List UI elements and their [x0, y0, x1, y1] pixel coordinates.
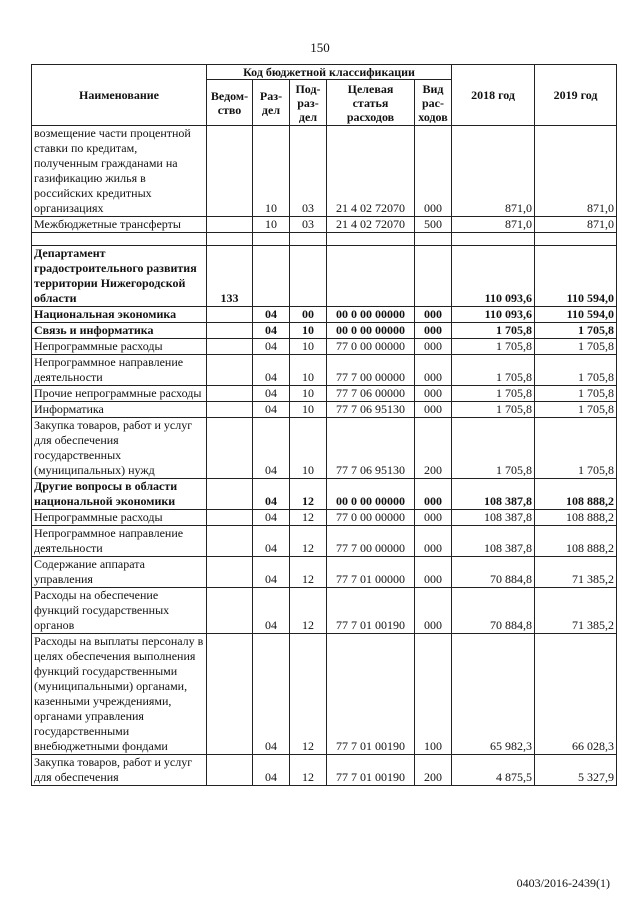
cell-razdel: 04: [253, 418, 290, 479]
cell-vedomstvo: [207, 307, 253, 323]
cell-razdel: 04: [253, 479, 290, 510]
table-row: [32, 307, 617, 323]
cell-razdel: 04: [253, 510, 290, 526]
cell-2018: 871,0: [452, 217, 535, 233]
cell-2019: 1 705,8: [535, 402, 617, 418]
cell-celevaya-statya: 77 7 01 00190: [327, 634, 415, 755]
table-row: [32, 418, 617, 479]
cell-podrazdel: 12: [290, 634, 327, 755]
cell-2018: 108 387,8: [452, 526, 535, 557]
cell-podrazdel: 03: [290, 217, 327, 233]
cell-2019: 1 705,8: [535, 386, 617, 402]
header-vid-rashodov: Вид рас-ходов: [415, 80, 452, 126]
cell-celevaya-statya: 00 0 00 00000: [327, 479, 415, 510]
cell-razdel: 10: [253, 126, 290, 217]
cell-2018: 108 387,8: [452, 510, 535, 526]
header-year-2018: 2018 год: [452, 65, 535, 126]
cell-vedomstvo: [207, 634, 253, 755]
cell-vedomstvo: [207, 355, 253, 386]
cell-vedomstvo: [207, 588, 253, 634]
cell-celevaya-statya: [327, 233, 415, 246]
table-row: [32, 386, 617, 402]
cell-vedomstvo: [207, 479, 253, 510]
cell-razdel: [253, 233, 290, 246]
cell-podrazdel: 10: [290, 418, 327, 479]
cell-2019: 108 888,2: [535, 526, 617, 557]
cell-podrazdel: 10: [290, 402, 327, 418]
cell-2019: 1 705,8: [535, 355, 617, 386]
cell-podrazdel: 03: [290, 126, 327, 217]
cell-celevaya-statya: 00 0 00 00000: [327, 323, 415, 339]
cell-2019: 108 888,2: [535, 479, 617, 510]
table-row: [32, 355, 617, 386]
cell-2018: 1 705,8: [452, 355, 535, 386]
cell-vid-rashodov: 200: [415, 418, 452, 479]
cell-2019: 871,0: [535, 217, 617, 233]
header-celevaya-statya: Целевая статья расходов: [327, 80, 415, 126]
cell-2018: 70 884,8: [452, 588, 535, 634]
cell-celevaya-statya: 77 7 06 95130: [327, 402, 415, 418]
header-year-2019: 2019 год: [535, 65, 617, 126]
header-budget-code-group: Код бюджетной классификации: [207, 65, 452, 80]
cell-2019: 71 385,2: [535, 557, 617, 588]
cell-2018: 1 705,8: [452, 339, 535, 355]
cell-2018: 108 387,8: [452, 479, 535, 510]
cell-celevaya-statya: [327, 246, 415, 307]
cell-name: [32, 233, 207, 246]
cell-celevaya-statya: 77 7 00 00000: [327, 355, 415, 386]
cell-2018: 871,0: [452, 126, 535, 217]
table-body: [32, 126, 617, 786]
header-podrazdel: Под-раз-дел: [290, 80, 327, 126]
cell-podrazdel: 12: [290, 557, 327, 588]
cell-vid-rashodov: 000: [415, 588, 452, 634]
cell-celevaya-statya: 21 4 02 72070: [327, 217, 415, 233]
cell-name: Другие вопросы в области национальной экономики: [32, 479, 207, 510]
table-row: [32, 402, 617, 418]
cell-celevaya-statya: 21 4 02 72070: [327, 126, 415, 217]
table-row: [32, 217, 617, 233]
cell-name: Связь и информатика: [32, 323, 207, 339]
cell-celevaya-statya: 77 0 00 00000: [327, 339, 415, 355]
cell-vedomstvo: [207, 217, 253, 233]
table-row: [32, 323, 617, 339]
header-vedomstvo: Ведом-ство: [207, 80, 253, 126]
cell-vedomstvo: [207, 386, 253, 402]
cell-vid-rashodov: 000: [415, 323, 452, 339]
cell-celevaya-statya: 77 7 00 00000: [327, 526, 415, 557]
cell-razdel: 04: [253, 634, 290, 755]
document-code: 0403/2016-2439(1): [516, 876, 610, 890]
cell-podrazdel: 12: [290, 526, 327, 557]
cell-vid-rashodov: 100: [415, 634, 452, 755]
cell-razdel: 04: [253, 323, 290, 339]
cell-2019: 1 705,8: [535, 418, 617, 479]
cell-vid-rashodov: [415, 246, 452, 307]
cell-razdel: 10: [253, 217, 290, 233]
cell-vid-rashodov: 200: [415, 755, 452, 786]
cell-razdel: 04: [253, 557, 290, 588]
cell-vedomstvo: [207, 233, 253, 246]
cell-2018: 70 884,8: [452, 557, 535, 588]
cell-razdel: 04: [253, 355, 290, 386]
cell-name: Содержание аппарата управления: [32, 557, 207, 588]
cell-vid-rashodov: 000: [415, 307, 452, 323]
cell-2019: 110 594,0: [535, 307, 617, 323]
cell-2019: 5 327,9: [535, 755, 617, 786]
cell-name: Закупка товаров, работ и услуг для обеспечения: [32, 755, 207, 786]
cell-vid-rashodov: 000: [415, 126, 452, 217]
cell-razdel: 04: [253, 307, 290, 323]
cell-podrazdel: 12: [290, 755, 327, 786]
cell-vedomstvo: [207, 323, 253, 339]
cell-vedomstvo: [207, 557, 253, 588]
cell-vid-rashodov: 000: [415, 479, 452, 510]
cell-vedomstvo: [207, 526, 253, 557]
cell-name: Расходы на выплаты персоналу в целях обеспечения выполнения функций государственными (муниципальными) органами, казенными учреждениями, органами управления государственными внебюджетными фондами: [32, 634, 207, 755]
cell-2018: 1 705,8: [452, 418, 535, 479]
table-row: [32, 755, 617, 786]
cell-2018: 4 875,5: [452, 755, 535, 786]
cell-celevaya-statya: 77 7 01 00000: [327, 557, 415, 588]
cell-vid-rashodov: 000: [415, 402, 452, 418]
page-number: 150: [310, 40, 330, 55]
cell-2019: [535, 233, 617, 246]
cell-name: Непрограммные расходы: [32, 510, 207, 526]
cell-vedomstvo: [207, 126, 253, 217]
cell-celevaya-statya: 77 7 01 00190: [327, 755, 415, 786]
cell-name: возмещение части процентной ставки по кредитам, полученным гражданами на газификацию жилья в российских кредитных организациях: [32, 126, 207, 217]
cell-celevaya-statya: 77 7 06 00000: [327, 386, 415, 402]
cell-razdel: 04: [253, 526, 290, 557]
table-row: [32, 126, 617, 217]
cell-vedomstvo: [207, 510, 253, 526]
cell-name: Закупка товаров, работ и услуг для обеспечения государственных (муниципальных) нужд: [32, 418, 207, 479]
cell-celevaya-statya: 00 0 00 00000: [327, 307, 415, 323]
cell-celevaya-statya: 77 0 00 00000: [327, 510, 415, 526]
cell-podrazdel: 10: [290, 355, 327, 386]
cell-razdel: 04: [253, 402, 290, 418]
cell-2019: 66 028,3: [535, 634, 617, 755]
cell-podrazdel: 10: [290, 386, 327, 402]
cell-celevaya-statya: 77 7 06 95130: [327, 418, 415, 479]
cell-vid-rashodov: [415, 233, 452, 246]
cell-vid-rashodov: 000: [415, 526, 452, 557]
cell-podrazdel: 10: [290, 339, 327, 355]
table-row: [32, 526, 617, 557]
table-row: [32, 339, 617, 355]
cell-2018: [452, 233, 535, 246]
cell-vedomstvo: 133: [207, 246, 253, 307]
table-row: [32, 246, 617, 307]
cell-vid-rashodov: 000: [415, 510, 452, 526]
header-name: Наименование: [32, 65, 207, 126]
cell-2018: 110 093,6: [452, 246, 535, 307]
cell-2018: 1 705,8: [452, 402, 535, 418]
cell-razdel: 04: [253, 755, 290, 786]
cell-podrazdel: 00: [290, 307, 327, 323]
cell-vid-rashodov: 500: [415, 217, 452, 233]
table-row: [32, 557, 617, 588]
cell-razdel: 04: [253, 339, 290, 355]
cell-2019: 1 705,8: [535, 339, 617, 355]
cell-name: Межбюджетные трансферты: [32, 217, 207, 233]
cell-2018: 1 705,8: [452, 386, 535, 402]
cell-name: Непрограммные расходы: [32, 339, 207, 355]
cell-name: Непрограммное направление деятельности: [32, 355, 207, 386]
cell-podrazdel: 12: [290, 510, 327, 526]
table-row: [32, 479, 617, 510]
cell-podrazdel: [290, 233, 327, 246]
cell-2018: 1 705,8: [452, 323, 535, 339]
table-row: [32, 233, 617, 246]
cell-vedomstvo: [207, 339, 253, 355]
cell-2018: 65 982,3: [452, 634, 535, 755]
cell-vid-rashodov: 000: [415, 355, 452, 386]
cell-2019: 108 888,2: [535, 510, 617, 526]
cell-2019: 71 385,2: [535, 588, 617, 634]
cell-razdel: 04: [253, 588, 290, 634]
cell-podrazdel: 12: [290, 479, 327, 510]
table-row: [32, 588, 617, 634]
table-row: [32, 510, 617, 526]
cell-2019: 110 594,0: [535, 246, 617, 307]
cell-podrazdel: 12: [290, 588, 327, 634]
cell-vid-rashodov: 000: [415, 557, 452, 588]
cell-name: Непрограммное направление деятельности: [32, 526, 207, 557]
cell-razdel: [253, 246, 290, 307]
cell-name: Расходы на обеспечение функций государственных органов: [32, 588, 207, 634]
cell-2019: 871,0: [535, 126, 617, 217]
cell-razdel: 04: [253, 386, 290, 402]
cell-name: Национальная экономика: [32, 307, 207, 323]
cell-podrazdel: [290, 246, 327, 307]
cell-vedomstvo: [207, 755, 253, 786]
budget-table: [31, 64, 617, 786]
cell-vid-rashodov: 000: [415, 386, 452, 402]
cell-2018: 110 093,6: [452, 307, 535, 323]
cell-vedomstvo: [207, 418, 253, 479]
cell-name: Департамент градостроительного развития территории Нижегородской области: [32, 246, 207, 307]
cell-celevaya-statya: 77 7 01 00190: [327, 588, 415, 634]
table-row: [32, 634, 617, 755]
cell-vid-rashodov: 000: [415, 339, 452, 355]
cell-name: Информатика: [32, 402, 207, 418]
header-razdel: Раз-дел: [253, 80, 290, 126]
cell-2019: 1 705,8: [535, 323, 617, 339]
cell-vedomstvo: [207, 402, 253, 418]
cell-podrazdel: 10: [290, 323, 327, 339]
cell-name: Прочие непрограммные расходы: [32, 386, 207, 402]
